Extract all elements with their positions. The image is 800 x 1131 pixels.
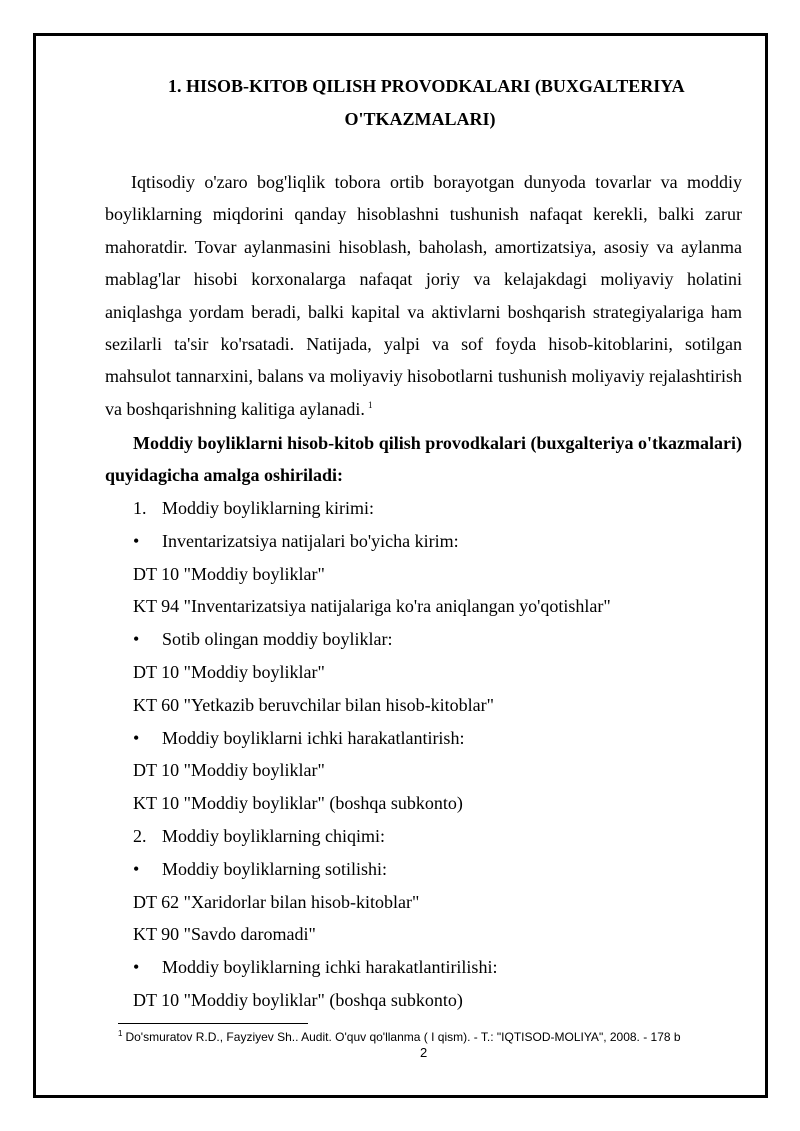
list-item	[133, 955, 497, 979]
bullet-marker: •	[133, 629, 140, 650]
list-item	[133, 824, 385, 848]
list-item-text: DT 10 "Moddiy boyliklar"	[133, 563, 325, 584]
list-item	[133, 562, 325, 586]
list-item	[133, 496, 374, 520]
list-item-text: KT 94 "Inventarizatsiya natijalariga ko'ra aniqlangan yo'qotishlar"	[133, 596, 611, 617]
list-item-text: KT 90 "Savdo daromadi"	[133, 924, 316, 945]
bullet-marker: •	[133, 858, 140, 879]
list-item-text: Sotib olingan moddiy boyliklar:	[162, 629, 393, 650]
list-item-text: Moddiy boyliklarning kirimi:	[162, 498, 374, 518]
list-item	[133, 791, 463, 815]
bullet-marker: •	[133, 530, 140, 551]
number-marker: 1.	[133, 498, 147, 518]
list-item-text: DT 10 "Moddiy boyliklar" (boshqa subkonto)	[133, 990, 463, 1010]
intro-paragraph	[105, 166, 742, 425]
list-item-text: DT 62 "Xaridorlar bilan hisob-kitoblar"	[133, 891, 420, 912]
list-item	[133, 594, 611, 618]
footnote-text: Do'smuratov R.D., Fayziyev Sh.. Audit. O'quv qo'llanma ( I qism). - T.: "IQTISOD-MOLIYA", 2008. - 178 b	[125, 1030, 681, 1044]
list-item-text: Moddiy boyliklarning chiqimi:	[162, 826, 385, 846]
list-item	[133, 726, 464, 750]
bullet-marker: •	[133, 727, 140, 748]
bold-paragraph	[105, 427, 742, 491]
bullet-marker: •	[133, 957, 140, 978]
list-item-text: DT 10 "Moddiy boyliklar"	[133, 760, 325, 781]
list-item	[133, 627, 393, 651]
section-heading-line-1: 1. HISOB-KITOB QILISH PROVODKALARI (BUXGALTERIYA	[168, 76, 685, 96]
list-item-text: Moddiy boyliklarning sotilishi:	[162, 858, 388, 879]
list-item-text: Moddiy boyliklarni ichki harakatlantirish:	[162, 727, 465, 748]
footnote-reference[interactable]: 1	[367, 399, 373, 410]
list-item	[133, 529, 459, 553]
list-item	[133, 660, 325, 684]
list-item-text: Moddiy boyliklarning ichki harakatlantirilishi:	[162, 957, 498, 978]
bold-paragraph-text: Moddiy boyliklarni hisob-kitob qilish provodkalari (buxgalteriya o'tkazmalari) quyidagicha amalga oshiriladi:	[105, 433, 742, 485]
list-item-text: DT 10 "Moddiy boyliklar"	[133, 662, 325, 682]
list-item	[133, 693, 494, 717]
list-item	[133, 922, 316, 946]
list-item	[133, 988, 463, 1012]
list-item-text: KT 60 "Yetkazib beruvchilar bilan hisob-kitoblar"	[133, 694, 494, 715]
footnote	[118, 1029, 681, 1044]
number-marker: 2.	[133, 826, 147, 846]
list-item	[133, 758, 325, 782]
list-item	[133, 890, 419, 914]
section-heading-line-2: O'TKAZMALARI)	[344, 109, 496, 129]
list-item	[133, 857, 387, 881]
list-item-text: Inventarizatsiya natijalari bo'yicha kirim:	[162, 530, 459, 551]
list-item-text: KT 10 "Moddiy boyliklar" (boshqa subkonto)	[133, 793, 463, 814]
intro-paragraph-text: Iqtisodiy o'zaro bog'liqlik tobora ortib borayotgan dunyoda tovarlar va moddiy boyliklarning miqdorini qanday hisoblashni tushunish nafaqat kerekli, balki zarur mahoratdir. Tovar aylanmasini hisoblash, baholash, amortizatsiya, asosiy va aylanma mablag'lar hisobi korxonalarga nafaqat joriy va kelajakdagi moliyaviy holatini aniqlashga yordam beradi, balki kapital va aktivlarni boshqarish strategiyalariga ham sezilarli ta'sir ko'rsatadi. Natijada, yalpi va sof foyda hisob-kitoblarini, sotilgan mahsulot tannarxini, balans va moliyaviy hisobotlarni tushunish moliyaviy rejalashtirish va boshqarishning kalitiga aylanadi.	[105, 172, 742, 419]
footnote-number: 1	[118, 1029, 123, 1038]
footnote-separator	[118, 1023, 308, 1024]
page-number: 2	[420, 1045, 428, 1060]
